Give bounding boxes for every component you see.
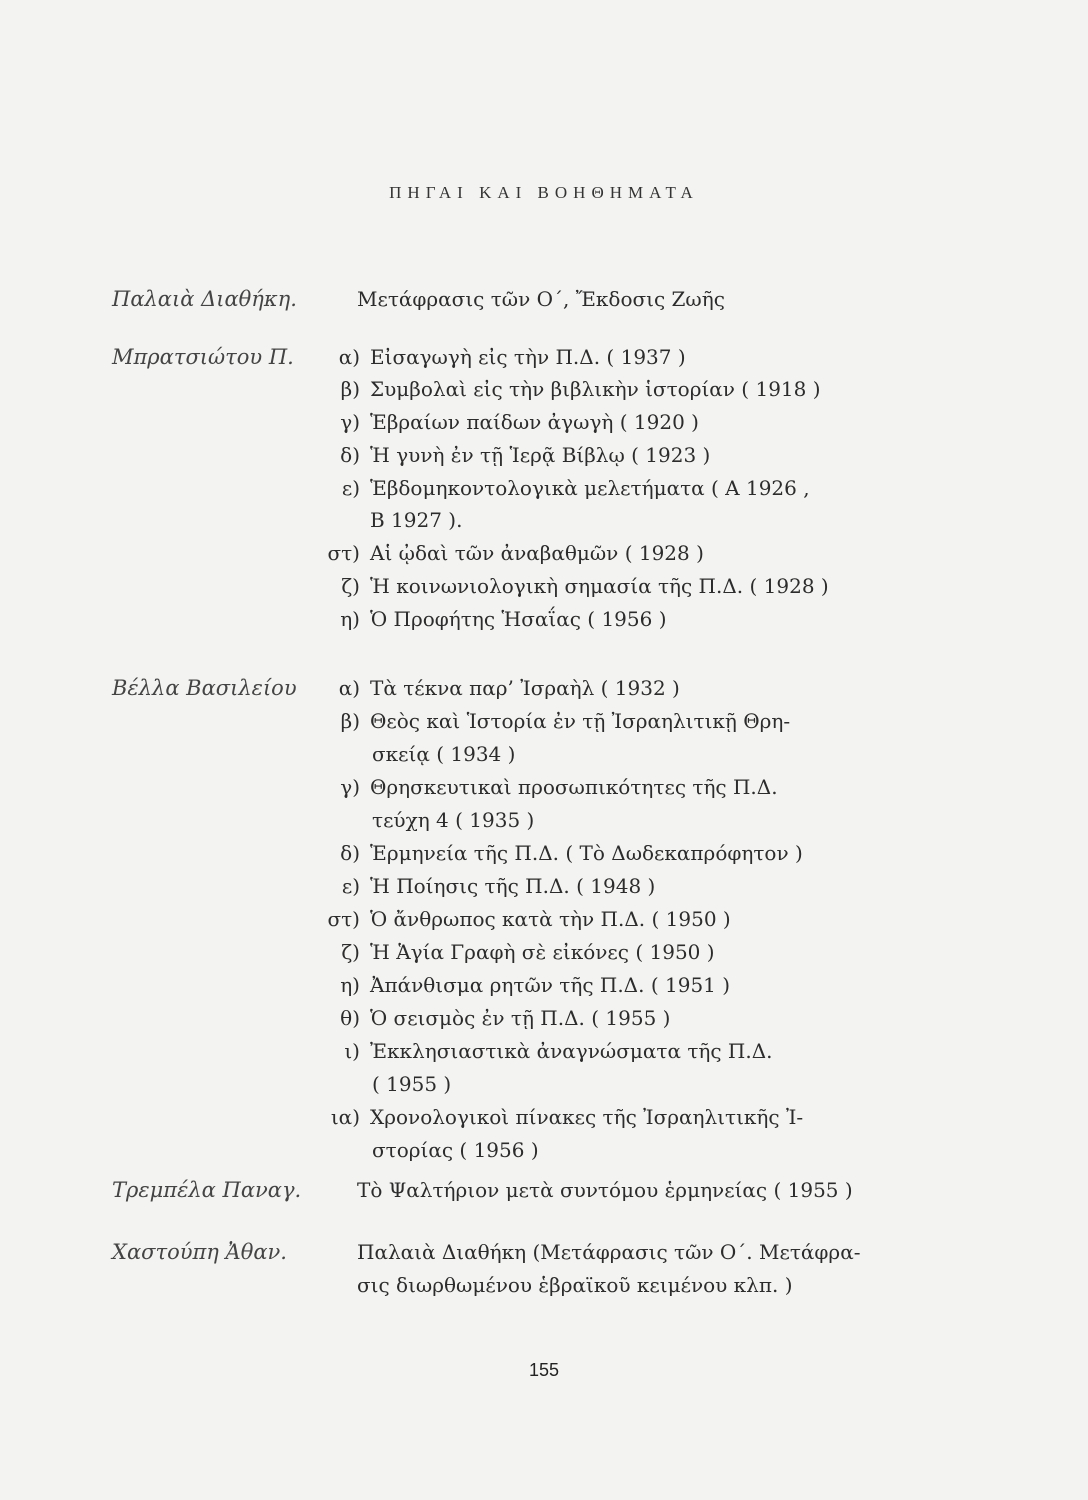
work-label: ε) xyxy=(341,874,360,898)
work-text: Χρονολογικοὶ πίνακες τῆς Ἰσραηλιτικῆς Ἰ- xyxy=(370,1105,804,1129)
work-text: Ἡ Ποίησις τῆς Π.Δ. ( 1948 ) xyxy=(370,874,656,898)
work-text: Θεὸς καὶ Ἱστορία ἐν τῇ Ἰσραηλιτικῇ Θρη- xyxy=(370,709,791,733)
entry-work xyxy=(326,841,803,865)
work-text: Παλαιὰ Διαθήκη (Μετάφρασις τῶν Ο΄. Μετάφρα- xyxy=(357,1240,861,1264)
work-label: θ) xyxy=(340,1006,360,1030)
entry-author: Μπρατσιώτου Π. xyxy=(112,345,294,369)
entry-work xyxy=(326,1006,670,1030)
work-label: η) xyxy=(340,607,360,631)
work-text: Ὁ ἄνθρωπος κατὰ τὴν Π.Δ. ( 1950 ) xyxy=(370,907,731,931)
entry-author: Παλαιὰ Διαθήκη. xyxy=(112,287,297,311)
entry-author: Χαστούπη Ἀθαν. xyxy=(112,1240,287,1264)
entry-work xyxy=(357,1178,853,1202)
work-label: δ) xyxy=(340,443,360,467)
entry-work xyxy=(326,940,715,964)
work-text: σις διωρθωμένου ἑβραϊκοῦ κειμένου κλπ. ) xyxy=(357,1273,793,1297)
entry-work xyxy=(326,709,790,733)
entry-author: Τρεμπέλα Παναγ. xyxy=(112,1178,302,1202)
entry-work xyxy=(326,907,731,931)
work-text: Αἱ ᾠδαὶ τῶν ἀναβαθμῶν ( 1928 ) xyxy=(370,541,704,565)
entry-work xyxy=(326,476,810,500)
entry-work xyxy=(357,1240,860,1264)
work-label: δ) xyxy=(340,841,360,865)
entry-work xyxy=(326,377,821,401)
entry-work xyxy=(326,676,680,700)
work-text: Ἐκκλησιαστικὰ ἀναγνώσματα τῆς Π.Δ. xyxy=(370,1039,773,1063)
work-text: Εἰσαγωγὴ εἰς τὴν Π.Δ. ( 1937 ) xyxy=(370,345,686,369)
work-label: στ) xyxy=(327,907,360,931)
entry-work-continuation xyxy=(372,1138,539,1162)
work-label: γ) xyxy=(340,775,360,799)
work-text: Τὰ τέκνα παρ’ Ἰσραὴλ ( 1932 ) xyxy=(370,676,680,700)
work-label: ζ) xyxy=(341,940,360,964)
work-text: Ἡ γυνὴ ἐν τῇ Ἱερᾷ Βίβλῳ ( 1923 ) xyxy=(370,443,711,467)
entry-work-continuation xyxy=(372,808,534,832)
entry-work xyxy=(326,607,667,631)
work-label: στ) xyxy=(327,541,360,565)
work-text: Ἑβδομηκοντολογικὰ μελετήματα ( Α 1926 , xyxy=(370,476,810,500)
work-label: ζ) xyxy=(341,574,360,598)
entry-work xyxy=(326,874,655,898)
entry-work xyxy=(326,1039,773,1063)
work-text: Ἀπάνθισμα ρητῶν τῆς Π.Δ. ( 1951 ) xyxy=(370,973,731,997)
entry-work xyxy=(326,345,686,369)
work-label: ια) xyxy=(330,1105,360,1129)
entry-work xyxy=(357,287,725,311)
work-text: Ἑβραίων παίδων ἀγωγὴ ( 1920 ) xyxy=(370,410,699,434)
work-text: Ὁ σεισμὸς ἐν τῇ Π.Δ. ( 1955 ) xyxy=(370,1006,671,1030)
entry-work xyxy=(326,443,710,467)
work-label: α) xyxy=(338,676,360,700)
work-text: στορίας ( 1956 ) xyxy=(372,1138,539,1162)
entry-author: Βέλλα Βασιλείου xyxy=(112,676,297,700)
entry-work xyxy=(326,775,778,799)
work-label: η) xyxy=(340,973,360,997)
work-label: β) xyxy=(340,709,360,733)
entry-work xyxy=(326,541,704,565)
work-text: σκείᾳ ( 1934 ) xyxy=(372,742,516,766)
work-text: Ἡ κοινωνιολογικὴ σημασία τῆς Π.Δ. ( 1928 ) xyxy=(370,574,829,598)
entry-work xyxy=(326,574,829,598)
work-text: ( 1955 ) xyxy=(372,1072,452,1096)
work-label: ι) xyxy=(344,1039,360,1063)
work-text: Ὁ Προφήτης Ἡσαΐας ( 1956 ) xyxy=(370,607,667,631)
work-text: Μετάφρασις τῶν Ο΄, Ἔκδοσις Ζωῆς xyxy=(357,287,725,311)
work-label: β) xyxy=(340,377,360,401)
entry-work-continuation xyxy=(372,1072,451,1096)
page-title: ΠΗΓΑΙ ΚΑΙ ΒΟΗΘΗΜΑΤΑ xyxy=(389,183,699,202)
work-text: Θρησκευτικαὶ προσωπικότητες τῆς Π.Δ. xyxy=(370,775,778,799)
entry-work-continuation xyxy=(370,508,462,532)
work-text: Ἡ Ἁγία Γραφὴ σὲ εἰκόνες ( 1950 ) xyxy=(370,940,715,964)
entry-work-continuation xyxy=(357,1273,793,1297)
work-label: ε) xyxy=(341,476,360,500)
work-label: α) xyxy=(338,345,360,369)
page-number: 155 xyxy=(528,1360,560,1380)
work-text: τεύχη 4 ( 1935 ) xyxy=(372,808,535,832)
entry-work xyxy=(326,973,730,997)
work-text: Β 1927 ). xyxy=(370,508,463,532)
entry-work xyxy=(326,410,699,434)
entry-work-continuation xyxy=(372,742,515,766)
work-text: Τὸ Ψαλτήριον μετὰ συντόμου ἑρμηνείας ( 1955 ) xyxy=(357,1178,853,1202)
work-label: γ) xyxy=(340,410,360,434)
work-text: Συμβολαὶ εἰς τὴν βιβλικὴν ἱστορίαν ( 1918 ) xyxy=(370,377,821,401)
work-text: Ἑρμηνεία τῆς Π.Δ. ( Τὸ Δωδεκαπρόφητον ) xyxy=(370,841,803,865)
entry-work xyxy=(326,1105,803,1129)
